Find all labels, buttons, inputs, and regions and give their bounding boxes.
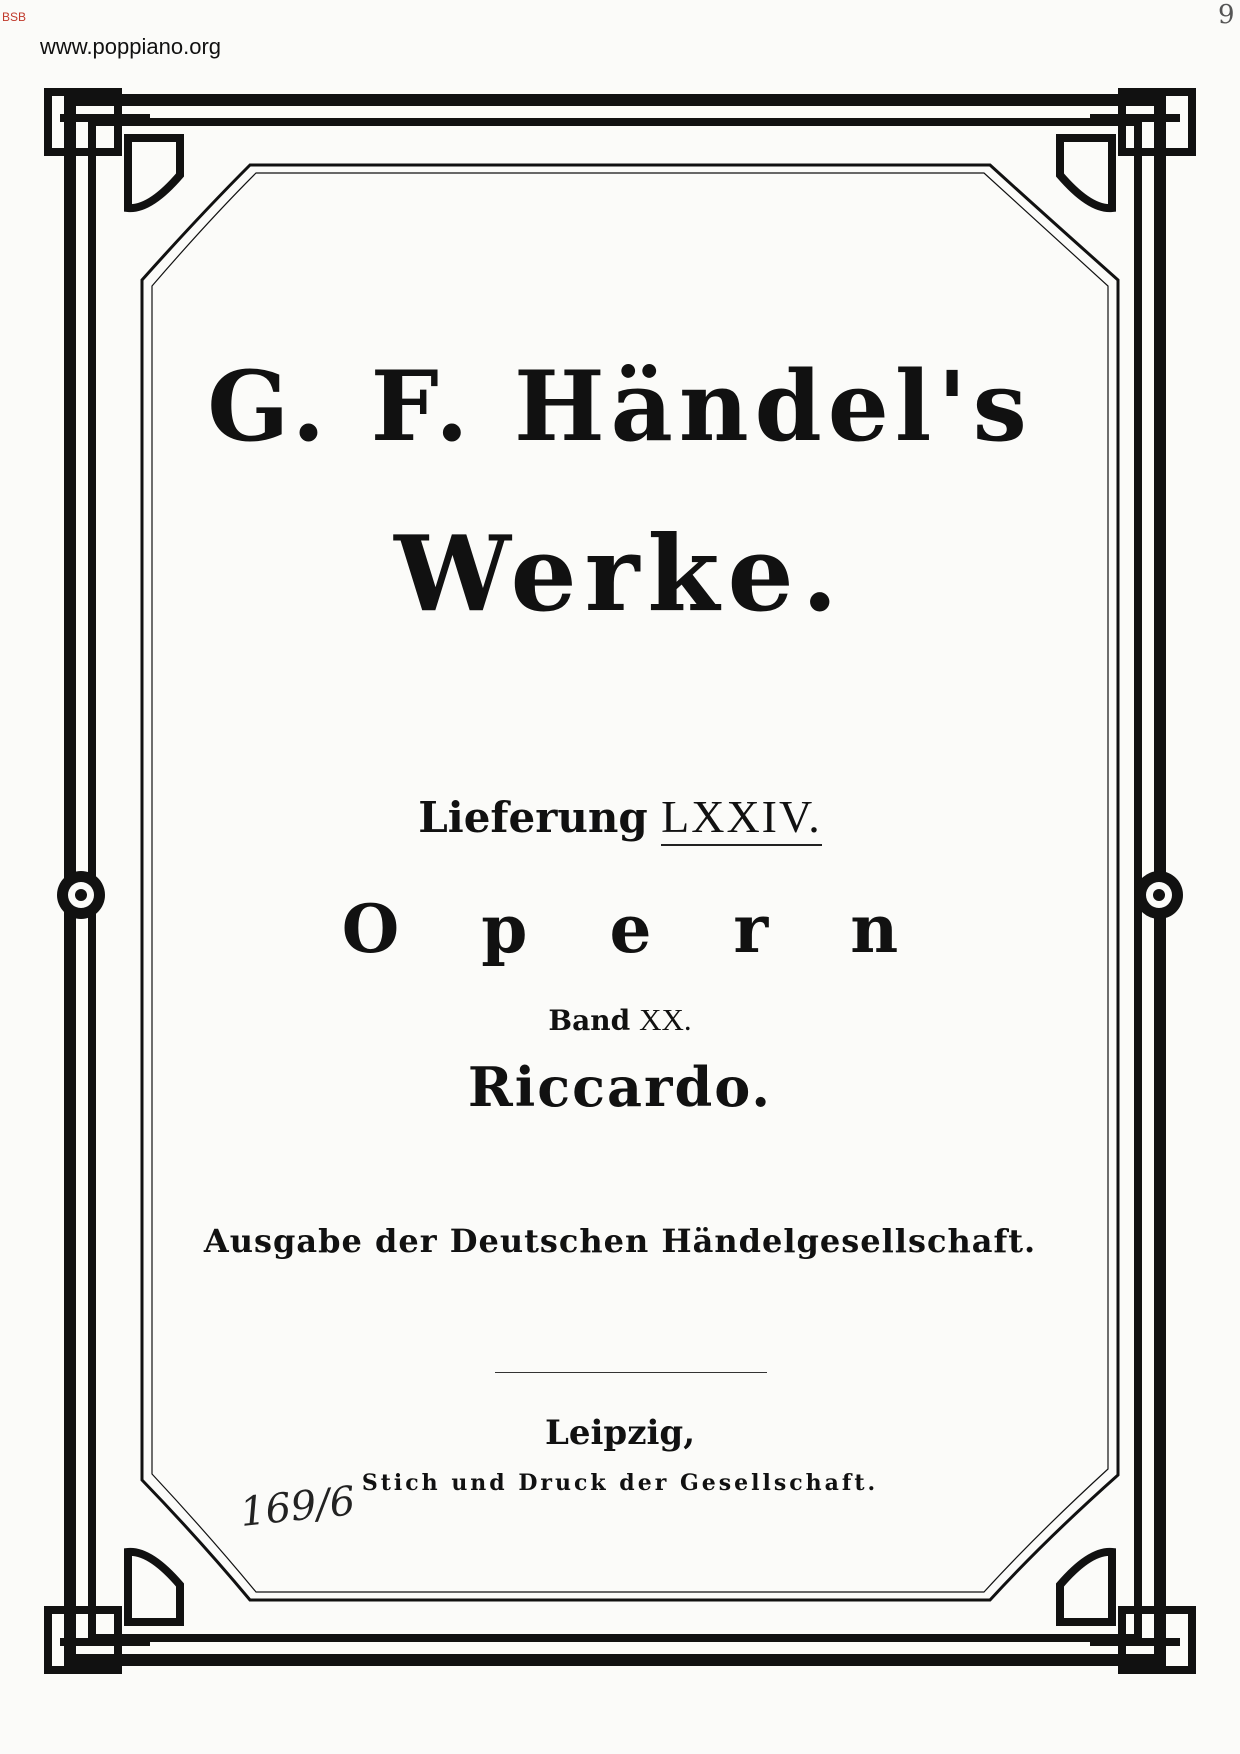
issue-line (140, 790, 1100, 843)
website-watermark: www.poppiano.org (40, 34, 222, 59)
imprint-printer: Stich und Druck der Gesellschaft. (361, 1470, 879, 1496)
work-title: Riccardo. (467, 1055, 773, 1119)
corner-knot-top-right (1060, 92, 1192, 208)
issue-number: LXXIV. (661, 791, 822, 846)
imprint-city: Leipzig, (544, 1413, 696, 1453)
works-title: Werke. (394, 512, 846, 635)
edition-statement: Ausgabe der Deutschen Händelgesellschaft. (203, 1222, 1037, 1260)
volume-number: XX. (639, 1002, 692, 1037)
side-medallion-right (1135, 871, 1183, 919)
handwritten-shelfmark: 169/6 (237, 1478, 358, 1536)
library-stamp: BSB (2, 10, 27, 24)
divider-rule (495, 1372, 767, 1373)
corner-pencil-mark: 9 (1218, 0, 1235, 30)
section-heading: Opern (341, 890, 981, 968)
composer-title: G. F. Händel's (207, 350, 1033, 463)
volume-line (140, 1002, 1100, 1038)
side-medallion-left (57, 871, 105, 919)
corner-knot-bottom-right (1060, 1552, 1192, 1670)
volume-label: Band (548, 1004, 631, 1037)
issue-label: Lieferung (418, 793, 648, 842)
